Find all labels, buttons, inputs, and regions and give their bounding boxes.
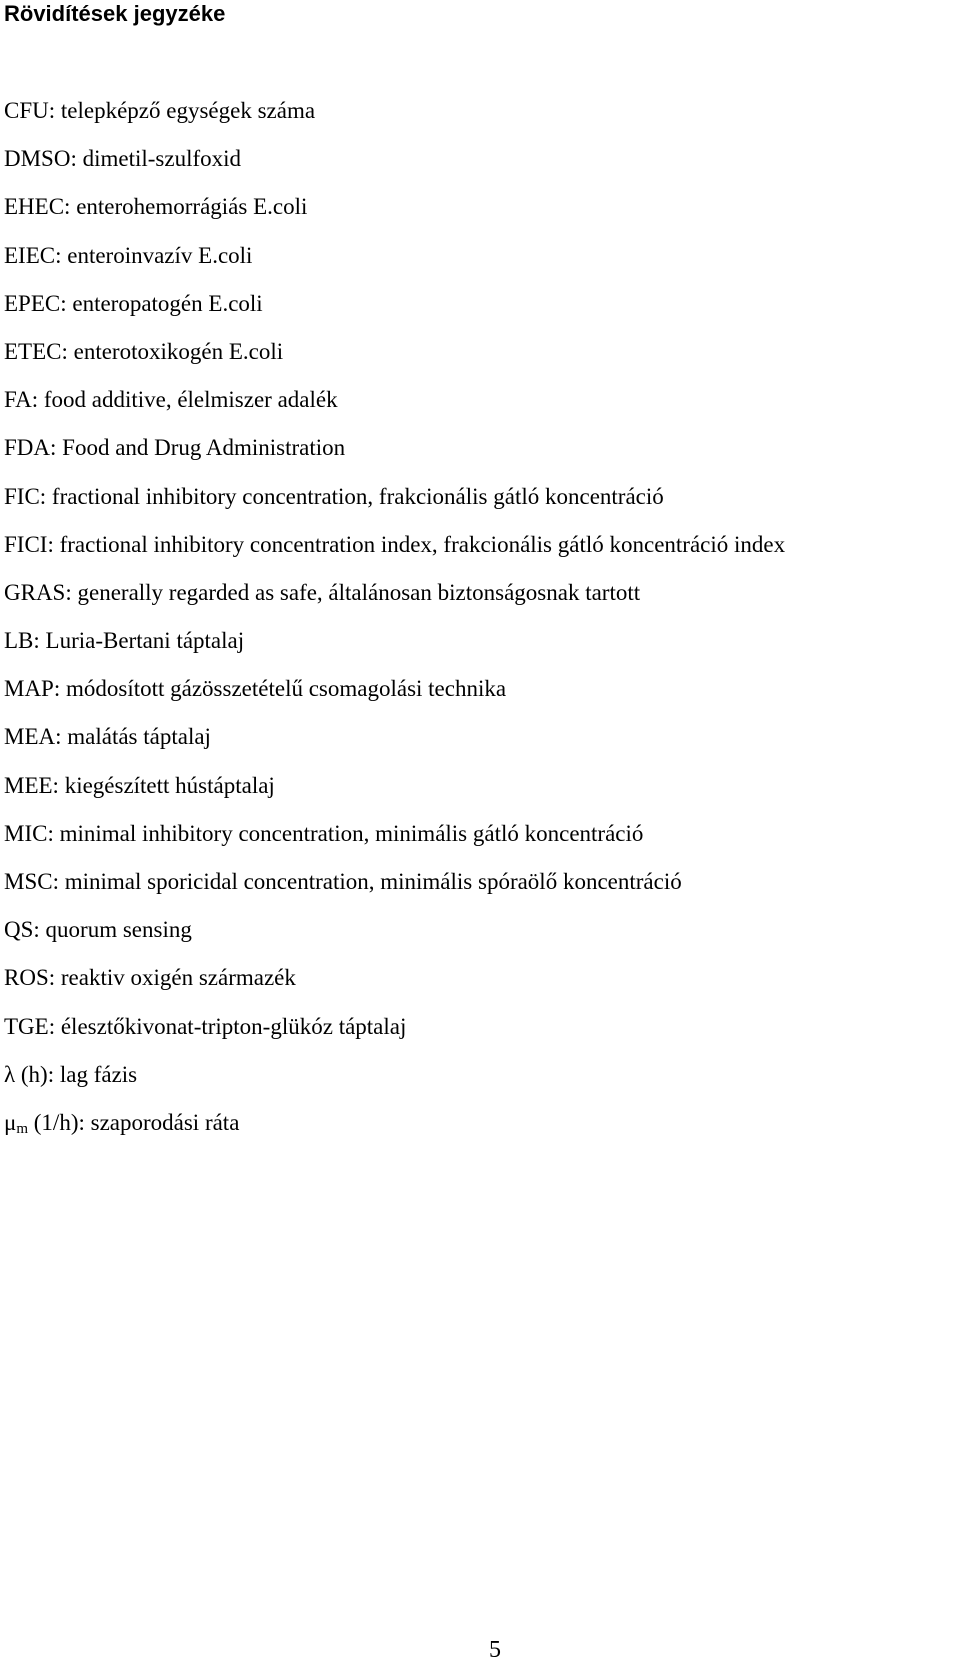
page-title: Rövidítések jegyzéke — [4, 1, 226, 26]
list-item: DMSO: dimetil-szulfoxid — [4, 146, 242, 172]
mu-subscript: m — [16, 1120, 29, 1137]
list-item: FICI: fractional inhibitory concentration index, frakcionális gátló koncentráció index — [4, 531, 786, 557]
list-item: FDA: Food and Drug Administration — [4, 435, 346, 461]
mu-definition: (1/h): szaporodási ráta — [28, 1109, 240, 1135]
list-item: CFU: telepképző egységek száma — [4, 98, 316, 123]
list-item: MAP: módosított gázösszetételű csomagolási technika — [4, 676, 507, 702]
list-item-growth-rate — [4, 1099, 785, 1147]
abbreviation-list — [4, 87, 785, 1147]
list-item: MIC: minimal inhibitory concentration, minimális gátló koncentráció — [4, 820, 644, 846]
list-item: EHEC: enterohemorrágiás E.coli — [4, 194, 308, 220]
list-item: TGE: élesztőkivonat-tripton-glükóz táptalaj — [4, 1013, 407, 1039]
list-item: QS: quorum sensing — [4, 917, 192, 943]
list-item: ETEC: enterotoxikogén E.coli — [4, 338, 284, 364]
page-number: 5 — [489, 1637, 501, 1663]
list-item: EIEC: enteroinvazív E.coli — [4, 242, 253, 268]
list-item: FIC: fractional inhibitory concentration, frakcionális gátló koncentráció — [4, 483, 664, 509]
list-item: ROS: reaktiv oxigén származék — [4, 965, 296, 991]
list-item: EPEC: enteropatogén E.coli — [4, 290, 263, 316]
list-item: MEE: kiegészített hústáptalaj — [4, 772, 275, 798]
list-item: MSC: minimal sporicidal concentration, minimális spóraölő koncentráció — [4, 869, 682, 894]
list-item: LB: Luria-Bertani táptalaj — [4, 628, 245, 654]
list-item: MEA: malátás táptalaj — [4, 724, 211, 750]
list-item: FA: food additive, élelmiszer adalék — [4, 387, 338, 413]
list-item: λ (h): lag fázis — [4, 1061, 138, 1087]
list-item: GRAS: generally regarded as safe, általánosan biztonságosnak tartott — [4, 579, 641, 605]
mu-symbol: μ — [4, 1109, 17, 1135]
